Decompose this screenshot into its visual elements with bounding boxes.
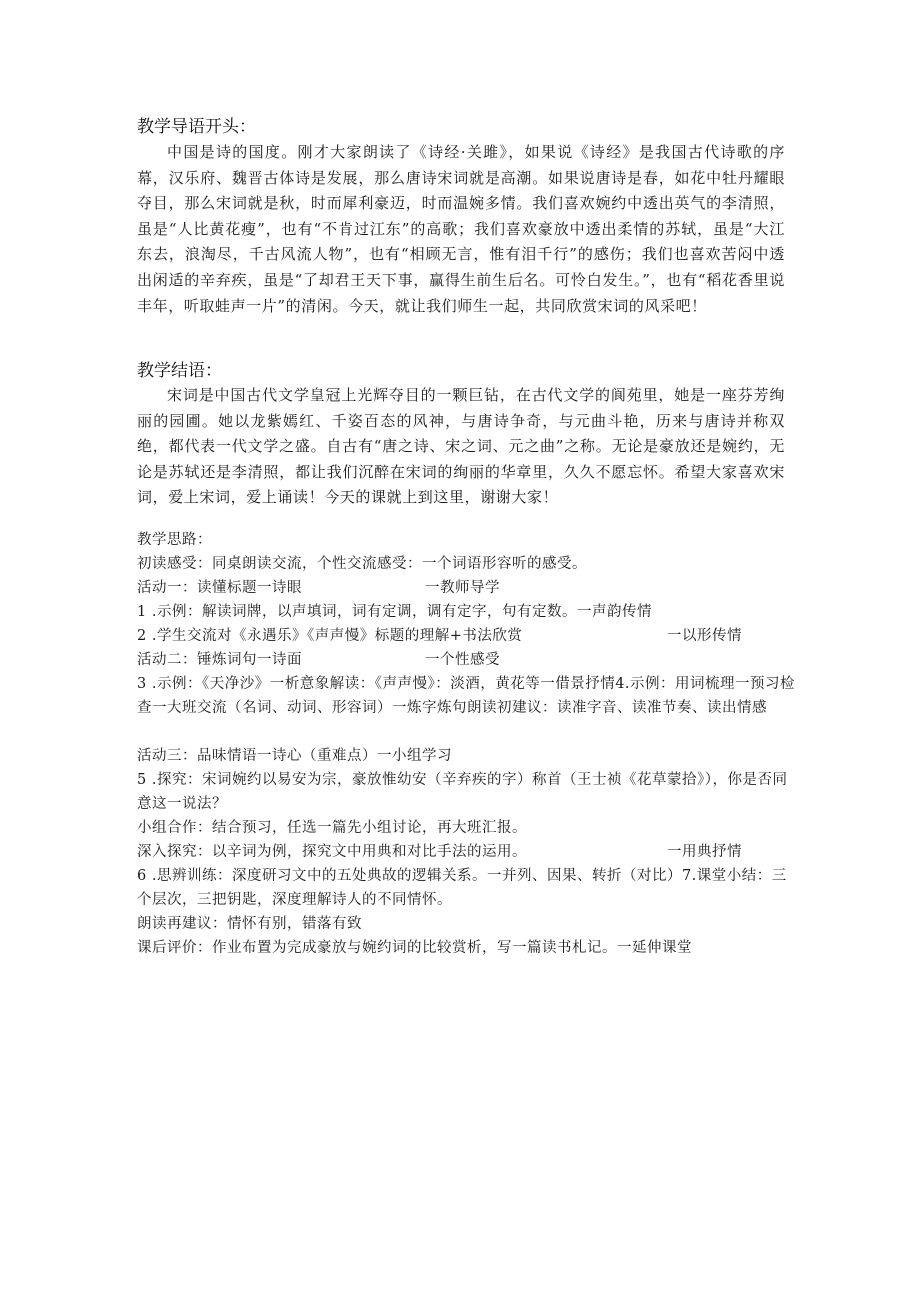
- item-two-line: [137, 624, 797, 648]
- conclusion-heading: 教学结语：: [137, 361, 222, 381]
- activity-one-line: [137, 576, 797, 600]
- activity-three-line: 活动三：品味情语一诗心（重难点）一小组学习: [137, 748, 452, 764]
- item-two-label: 2 .学生交流对《永遇乐》《声声慢》标题的理解+书法欣赏: [137, 628, 523, 644]
- first-reading-line: 初读感受：同桌朗读交流，个性交流感受：一个词语形容听的感受。: [137, 556, 587, 572]
- reread-line: 朗读再建议：情怀有别，错落有致: [137, 916, 362, 932]
- item-three-line: 3 .示例：《天净沙》一析意象解读：《声声慢》：淡酒，黄花等一借景抒情4.示例：用词梳理一预习检查一大班交流（名词、动词、形容词）一炼字炼句朗读初建议：读准字音、读准节奏、读出情感: [137, 676, 796, 716]
- item-two-note: 一以形传情: [667, 628, 742, 644]
- activity-two-line: [137, 648, 797, 672]
- intro-heading: 教学导语开头：: [137, 117, 256, 137]
- activity-one-note: 一教师导学: [425, 580, 500, 596]
- item-one-line: 1 .示例：解读词牌，以声填词，词有定调，调有定字，句有定数。一声韵传情: [137, 604, 652, 620]
- conclusion-paragraph: 宋词是中国古代文学皇冠上光辉夺目的一颗巨钻，在古代文学的阆苑里，她是一座芬芳绚丽的园圃。她以龙紫嫣红、千姿百态的风神，与唐诗争奇，与元曲斗艳，历来与唐诗并称双绝，都代表一代文学之盛。自古有“唐之诗、宋之词、元之曲”之称。无论是豪放还是婉约，无论是苏轼还是李清照，都让我们沉醉在宋词的绚丽的华章里，久久不愿忘怀。希望大家喜欢宋词，爱上宋词，爱上诵读！今天的课就上到这里，谢谢大家！: [137, 386, 785, 507]
- activity-two-note: 一个性感受: [425, 652, 500, 668]
- deep-explore-line: [137, 840, 797, 864]
- teaching-plan: [137, 528, 797, 960]
- deep-explore-label: 深入探究：以辛词为例，探究文中用典和对比手法的运用。: [137, 844, 527, 860]
- deep-explore-note: 一用典抒情: [667, 844, 742, 860]
- plan-heading: 教学思路：: [137, 532, 212, 548]
- evaluation-line: 课后评价：作业布置为完成豪放与婉约词的比较赏析，写一篇读书札记。一延伸课堂: [137, 940, 692, 956]
- item-five-line: 5 .探究：宋词婉约以易安为宗，豪放惟幼安（辛弃疾的字）称首（王士祯《花草蒙拾》），你是否同意这一说法？: [137, 772, 788, 812]
- group-work-line: 小组合作：结合预习，任选一篇先小组讨论，再大班汇报。: [137, 820, 527, 836]
- intro-paragraph: 中国是诗的国度。刚才大家朗读了《诗经·关雎》，如果说《诗经》是我国古代诗歌的序幕，汉乐府、魏晋古体诗是发展，那么唐诗宋词就是高潮。如果说唐诗是春，如花中牡丹耀眼夺目，那么宋词就是秋，时而犀利豪迈，时而温婉多情。我们喜欢婉约中透出英气的李清照，虽是“人比黄花瘦”，也有“不肯过江东”的高歌；我们喜欢豪放中透出柔情的苏轼，虽是“大江东去，浪淘尽，千古风流人物”，也有“相顾无言，惟有泪千行”的感伤；我们也喜欢苦闷中透出闲适的辛弃疾，虽是“了却君王天下事，赢得生前生后名。可怜白发生。”，也有“稻花香里说丰年，听取蛙声一片”的清闲。今天，就让我们师生一起，共同欣赏宋词的风采吧！: [137, 143, 785, 315]
- activity-two-label: 活动二：锤炼词句一诗面: [137, 652, 302, 668]
- activity-one-label: 活动一：读懂标题一诗眼: [137, 580, 302, 596]
- item-six-line: 6 .思辨训练：深度研习文中的五处典故的逻辑关系。一并列、因果、转折（对比）7.课堂小结：三个层次，三把钥匙，深度理解诗人的不同情怀。: [137, 868, 787, 908]
